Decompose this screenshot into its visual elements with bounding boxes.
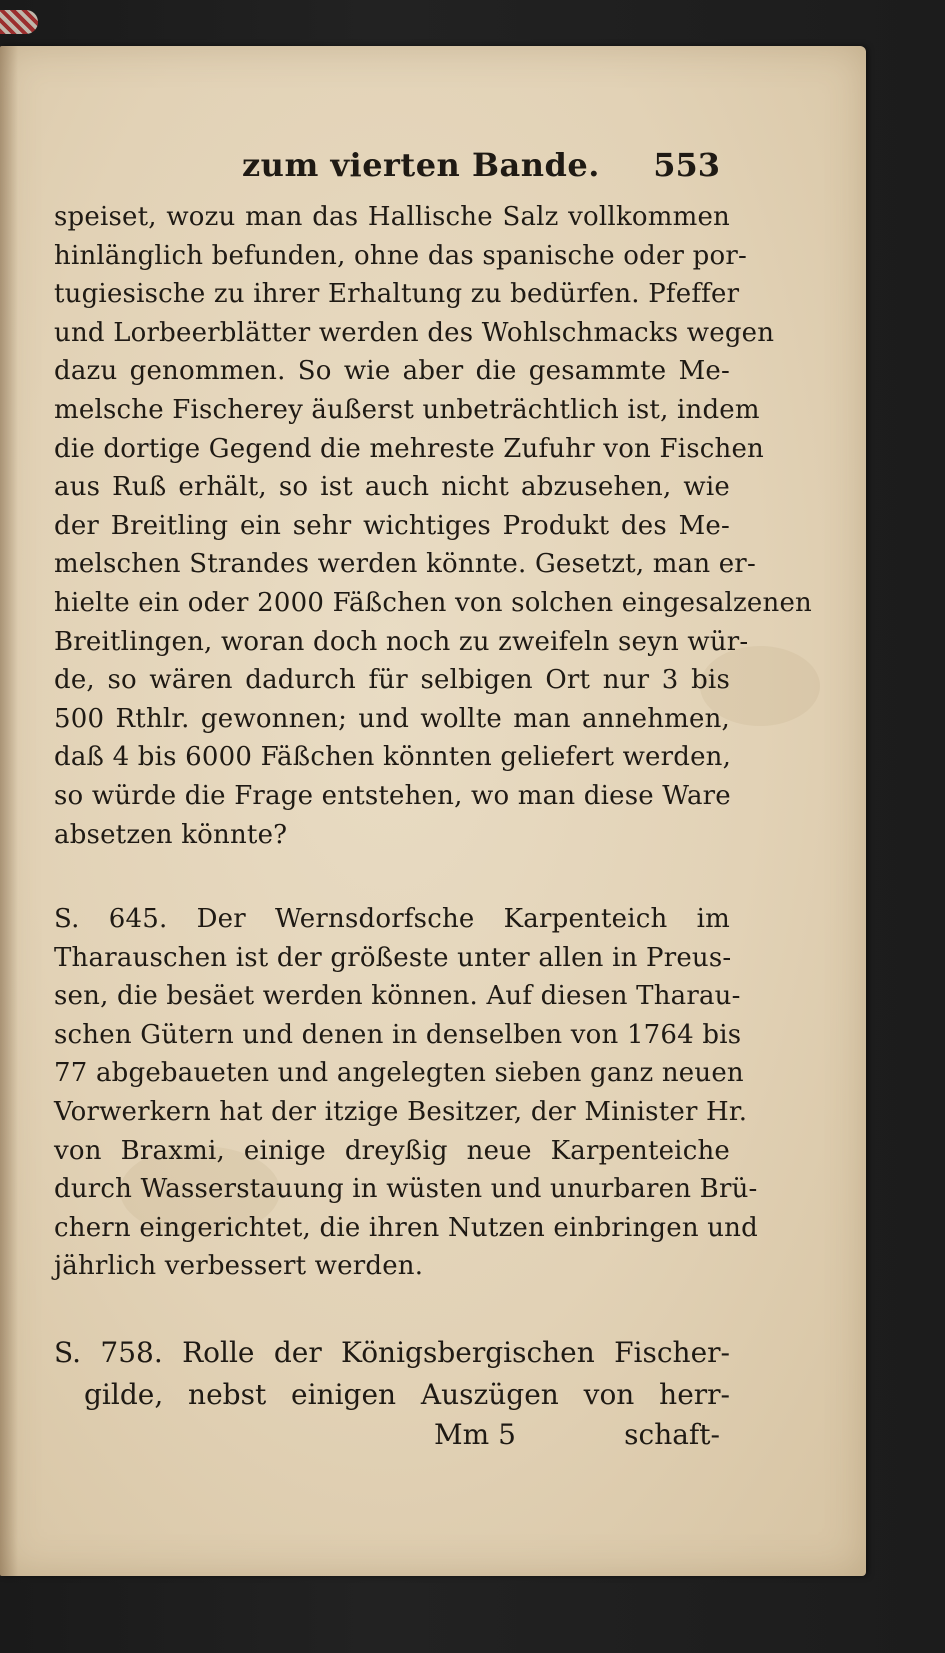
text-line: hinlänglich befunden, ohne das spanische oder por- — [54, 240, 747, 271]
paragraph-gap — [54, 854, 730, 900]
page-gutter-shadow — [0, 46, 18, 1576]
running-header — [54, 140, 730, 198]
text-line: Vorwerkern hat der itzige Besitzer, der Minister Hr. — [54, 1097, 748, 1128]
catchword: schaft- — [624, 1418, 720, 1452]
text-line: 500 Rthlr. gewonnen; und wollte man annehmen, — [54, 703, 730, 734]
paragraph-karpenteich — [54, 900, 758, 1286]
text-line: der Breitling ein sehr wichtiges Produkt des Me- — [54, 510, 730, 541]
bookmark-ribbon — [0, 10, 38, 34]
text-line: melsche Fischerey äußerst unbeträchtlich ist, indem — [54, 394, 760, 425]
page-footer — [54, 1416, 730, 1460]
text-line: jährlich verbessert werden. — [54, 1251, 424, 1282]
text-line: Tharauschen ist der größeste unter allen in Preus- — [54, 942, 732, 973]
text-line: durch Wasserstauung in wüsten und unurbaren Brü- — [54, 1174, 758, 1205]
text-line: tugiesische zu ihrer Erhaltung zu bedürfen. Pfeffer — [54, 279, 740, 310]
text-line: gilde, nebst einigen Auszügen von herr- — [84, 1378, 730, 1412]
text-line: die dortige Gegend die mehreste Zufuhr von Fischen — [54, 433, 764, 464]
text-line: aus Ruß erhält, so ist auch nicht abzusehen, wie — [54, 472, 730, 503]
text-line: S. 645. Der Wernsdorfsche Karpenteich im — [54, 904, 730, 935]
text-line: S. 758. Rolle der Königsbergischen Fischer- — [54, 1336, 730, 1370]
paragraph-fish-trade — [54, 198, 812, 854]
signature-mark: Mm 5 — [434, 1418, 516, 1452]
text-line: speiset, wozu man das Hallische Salz vollkommen — [54, 202, 730, 232]
text-line: von Braxmi, einige dreyßig neue Karpenteiche — [54, 1135, 730, 1166]
text-line: hielte ein oder 2000 Fäßchen von solchen eingesalzenen — [54, 587, 812, 618]
text-line: daß 4 bis 6000 Fäßchen könnten geliefert werden, — [54, 742, 732, 773]
paragraph-gap — [54, 1286, 730, 1332]
text-line: absetzen könnte? — [54, 819, 288, 850]
page-text-block — [54, 140, 812, 1460]
text-line: chern eingerichtet, die ihren Nutzen einbringen und — [54, 1212, 758, 1243]
text-line: und Lorbeerblätter werden des Wohlschmacks wegen — [54, 317, 775, 348]
text-line: dazu genommen. So wie aber die gesammte Me- — [54, 356, 730, 387]
text-line: so würde die Frage entstehen, wo man diese Ware — [54, 780, 731, 811]
text-line: 77 abgebaueten und angelegten sieben ganz neuen — [54, 1058, 744, 1089]
text-line: sen, die besäet werden können. Auf diesen Tharau- — [54, 981, 741, 1012]
text-line: schen Gütern und denen in denselben von 1764 bis — [54, 1019, 742, 1050]
page-number: 553 — [653, 146, 720, 184]
running-title: zum vierten Bande. — [242, 146, 600, 184]
text-line: Breitlingen, woran doch noch zu zweifeln seyn wür- — [54, 626, 749, 657]
text-line: melschen Strandes werden könnte. Gesetzt, man er- — [54, 549, 756, 580]
paragraph-fischergilde — [54, 1332, 730, 1416]
text-line: de, so wären dadurch für selbigen Ort nur 3 bis — [54, 665, 730, 696]
